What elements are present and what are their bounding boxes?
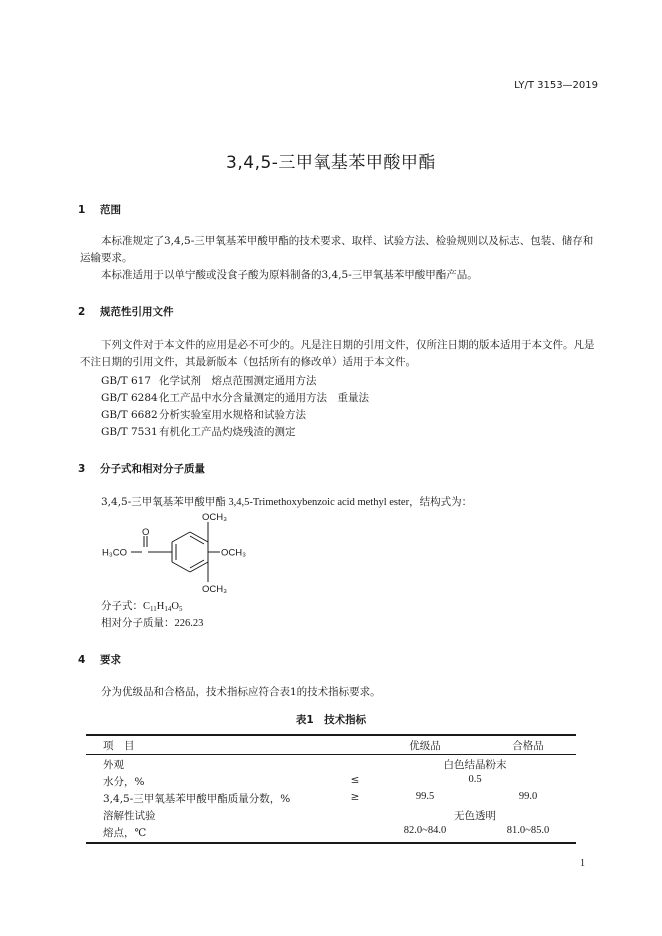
label-och3-right: OCH₃ <box>221 547 246 559</box>
table-row-item: 3,4,5-三甲氧基苯甲酸甲酯质量分数，% <box>103 793 291 805</box>
section-number: 2 <box>78 306 86 318</box>
table-row-merged-value: 无色透明 <box>454 810 496 822</box>
reference-title: 分析实验室用水规格和试验方法 <box>159 409 306 421</box>
label-och3-bottom: OCH₃ <box>202 584 227 595</box>
compound-name-cn: 3,4,5-三甲氧基苯甲酸甲酯 <box>101 496 226 508</box>
table-row-operator: ≤ <box>350 774 360 786</box>
table-row-item: 水分，% <box>103 776 145 788</box>
ring-double-bond <box>190 560 204 568</box>
section-title: 要求 <box>100 654 121 666</box>
table-header-premium: 优级品 <box>409 740 441 752</box>
page-number: 1 <box>580 858 585 869</box>
references-paragraph: 下列文件对于本文件的应用是必不可少的。凡是注日期的引用文件，仅所注日期的版本适用于本文件。凡是不注日期的引用文件，其最新版本（包括所有的修改单）适用于本文件。 <box>80 339 595 368</box>
reference-title: 化工产品中水分含量测定的通用方法 重量法 <box>159 392 369 404</box>
section-title: 范围 <box>100 204 121 216</box>
table-row-premium: 82.0~84.0 <box>403 825 447 836</box>
reference-item <box>101 424 296 439</box>
reference-title: 化学试剂 熔点范围测定通用方法 <box>159 375 317 387</box>
formula-value: $C_{11}H_{14}O_5$ <box>143 601 183 613</box>
standard-code: LY/T 3153—2019 <box>514 80 598 91</box>
molecular-mass <box>101 615 203 632</box>
table-row-merged-value: 白色结晶粉末 <box>443 759 507 771</box>
table-row-merged-value: 0.5 <box>468 774 482 785</box>
section-title: 分子式和相对分子质量 <box>100 463 205 475</box>
formula-label: 分子式： <box>101 600 143 612</box>
table-header-qualified: 合格品 <box>512 740 544 752</box>
section-number: 4 <box>78 654 86 666</box>
reference-code: GB/T 6284 <box>101 392 158 404</box>
structural-formula <box>98 508 258 600</box>
section-heading-normative-references <box>78 304 174 319</box>
scope-paragraph-2: 本标准适用于以单宁酸或没食子酸为原料制备的3,4,5-三甲氧基苯甲酸甲酯产品。 <box>101 269 478 281</box>
ring-bond <box>172 562 190 572</box>
label-och3-top: OCH₃ <box>202 512 227 523</box>
reference-item <box>101 390 369 405</box>
table-row-item: 外观 <box>103 759 124 771</box>
reference-code: GB/T 617 <box>101 375 152 387</box>
table-top-rule <box>86 734 576 736</box>
compound-name-en: 3,4,5-Trimethoxybenzoic acid methyl ester <box>225 497 410 508</box>
table-bottom-rule <box>86 842 576 844</box>
section-number: 3 <box>78 463 86 475</box>
requirements-paragraph: 分为优级品和合格品，技术指标应符合表1的技术指标要求。 <box>101 686 381 698</box>
mass-label: 相对分子质量： <box>101 617 175 629</box>
table-row-qualified: 81.0~85.0 <box>506 825 550 836</box>
section-heading-scope <box>78 202 121 217</box>
table-header-item: 项 目 <box>103 740 135 752</box>
reference-code: GB/T 7531 <box>101 426 158 438</box>
ring-bond <box>172 532 190 542</box>
table-caption: 表1 技术指标 <box>295 714 367 726</box>
section-heading-requirements <box>78 652 121 667</box>
section-title: 规范性引用文件 <box>100 306 174 318</box>
table-header-rule <box>86 754 576 755</box>
document-title: 3,4,5-三甲氧基苯甲酸甲酯 <box>226 153 436 173</box>
scope-paragraph-1: 本标准规定了3,4,5-三甲氧基苯甲酸甲酯的技术要求、取样、试验方法、检验规则以及标志、包装、储存和运输要求。 <box>80 235 594 264</box>
reference-title: 有机化工产品灼烧残渣的测定 <box>159 426 296 438</box>
reference-item <box>101 407 306 422</box>
reference-code: GB/T 6682 <box>101 409 158 421</box>
table-row-qualified: 99.0 <box>518 791 538 802</box>
section-number: 1 <box>78 204 86 216</box>
intro-tail: ，结构式为： <box>409 496 473 508</box>
table-row-item: 熔点，℃ <box>103 827 147 839</box>
label-carbonyl-o: O <box>142 527 150 538</box>
table-row-item: 溶解性试验 <box>103 810 156 822</box>
label-h3coc: H₃CO <box>102 547 127 559</box>
table-row-operator: ≥ <box>350 791 360 803</box>
reference-item <box>101 373 317 388</box>
table-row-premium: 99.5 <box>415 791 435 802</box>
section-heading-formula <box>78 461 205 476</box>
ring-double-bond <box>190 536 204 544</box>
mass-value: 226.23 <box>174 618 204 629</box>
